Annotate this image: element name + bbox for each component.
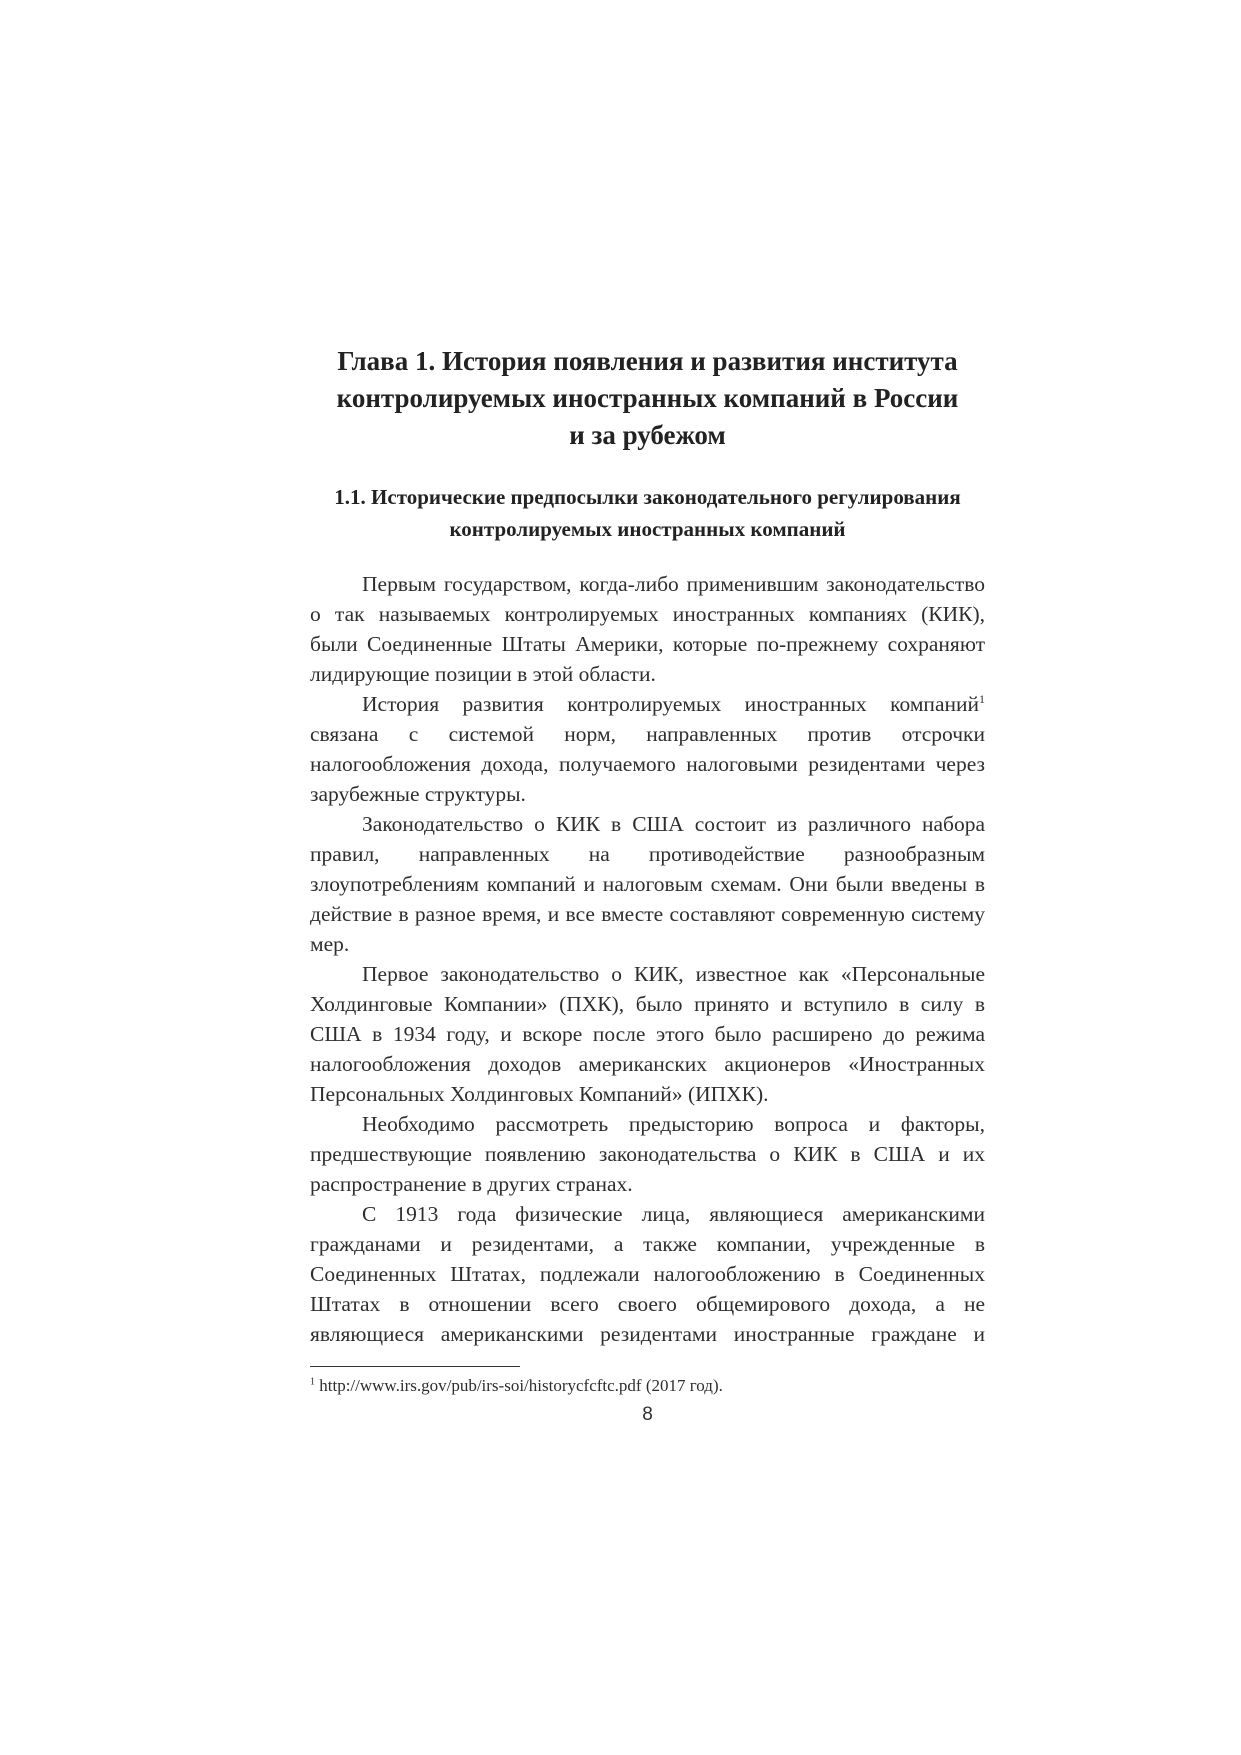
footnote-marker: 1 bbox=[310, 1376, 315, 1388]
document-page bbox=[310, 0, 985, 1755]
paragraph: Первым государством, когда-либо применившим законодательство о так называемых контролируемых иностранных компаниях (КИК), были Соединенные Штаты Америки, которые по-прежнему сохраняют лидирующие позиции в этой области. bbox=[310, 572, 985, 686]
paragraph-text: История развития контролируемых иностранных компаний bbox=[362, 692, 979, 716]
chapter-title-line: Глава 1. История появления и развития института bbox=[337, 346, 958, 376]
page-number: 8 bbox=[642, 1404, 653, 1425]
paragraph: Необходимо рассмотреть предысторию вопроса и факторы, предшествующие появлению законодательства о КИК в США и их распространение в других странах. bbox=[310, 1112, 985, 1196]
paragraph bbox=[310, 689, 985, 719]
chapter-title bbox=[310, 343, 985, 454]
footnote bbox=[310, 1374, 985, 1398]
paragraph: С 1913 года физические лица, являющиеся американскими гражданами и резидентами, а также компании, учрежденные в Соединенных Штатах, подлежали налогообложению в Соединенных Штатах в отношении всего своего общемирового дохода, а не являющиеся американскими резидентами иностранные граждане и bbox=[310, 1202, 985, 1346]
paragraph: Законодательство о КИК в США состоит из различного набора правил, направленных на противодействие разнообразным злоупотреблениям компаний и налоговым схемам. Они были введены в действие в разное время, и все вместе составляют современную систему мер. bbox=[310, 812, 985, 956]
chapter-title-line: и за рубежом bbox=[569, 420, 726, 450]
section-title-line: 1.1. Исторические предпосылки законодательного регулирования bbox=[334, 485, 961, 509]
footnote-reference: 1 bbox=[979, 691, 985, 706]
chapter-title-line: контролируемых иностранных компаний в России bbox=[336, 383, 959, 413]
section-title-line: контролируемых иностранных компаний bbox=[449, 517, 846, 541]
body-text bbox=[310, 569, 985, 1349]
footnote-divider bbox=[310, 1366, 520, 1367]
section-title bbox=[310, 481, 985, 545]
footnote-text: http://www.irs.gov/pub/irs-soi/historycfcftc.pdf (2017 год). bbox=[319, 1376, 723, 1395]
paragraph: Первое законодательство о КИК, известное как «Персональные Холдинговые Компании» (ПХК), было принято и вступило в силу в США в 1934 году, и вскоре после этого было расширено до режима налогообложения доходов американских акционеров «Иностранных Персональных Холдинговых Компаний» (ИПХК). bbox=[310, 962, 985, 1106]
paragraph: связана с системой норм, направленных против отсрочки налогообложения дохода, получаемого налоговыми резидентами через зарубежные структуры. bbox=[310, 722, 985, 806]
